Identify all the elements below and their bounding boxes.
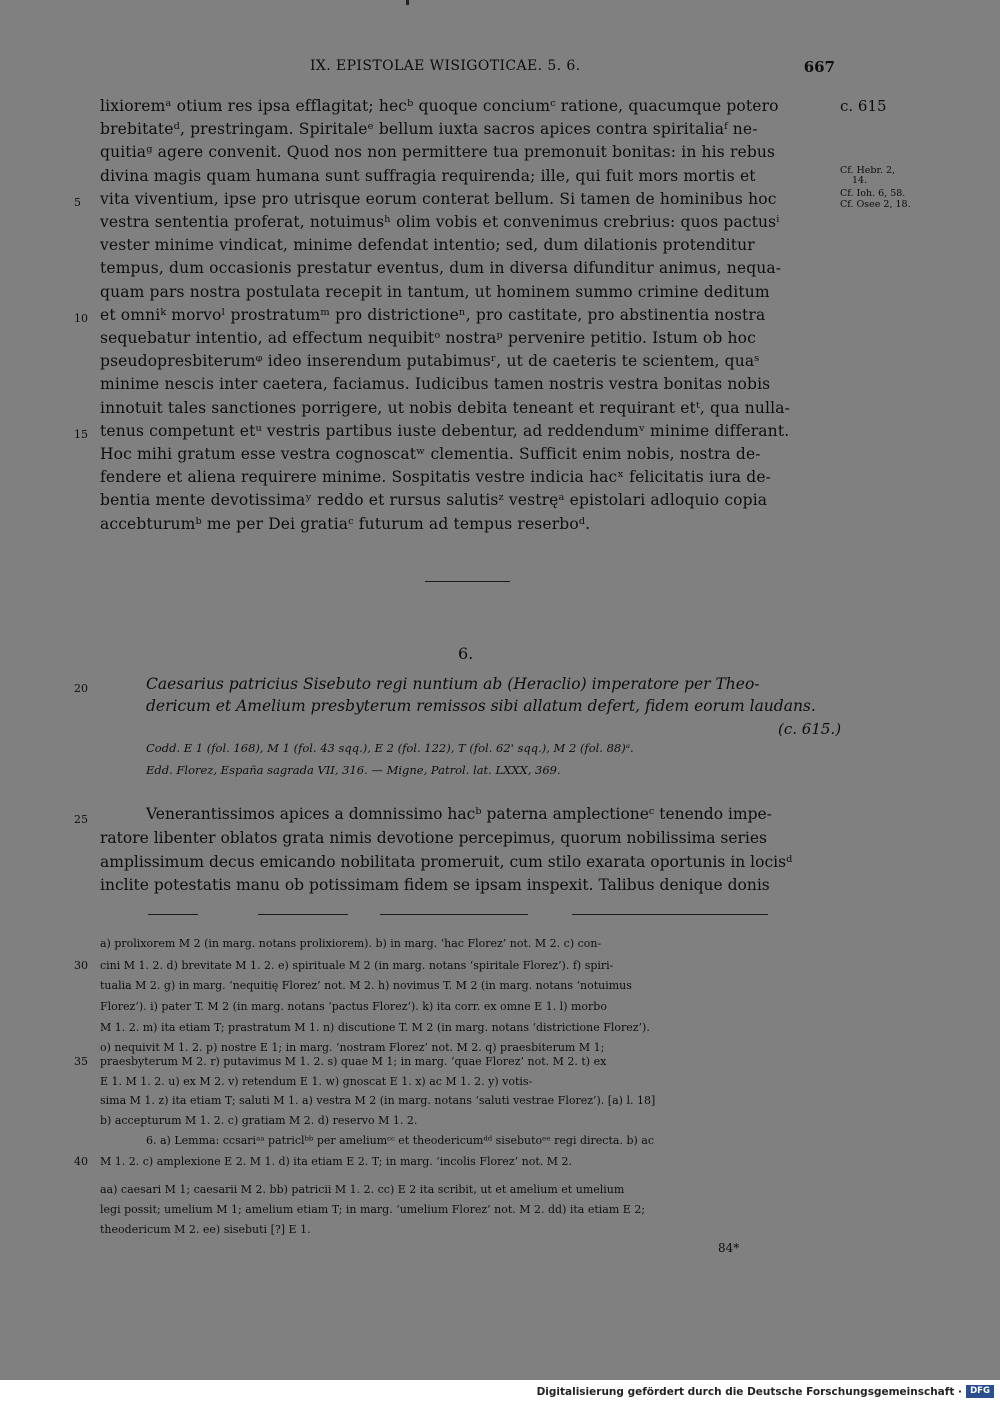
codices-line: Codd. E 1 (fol. 168), M 1 (fol. 43 sqq.), E 2 (fol. 122), T (fol. 62' sqq.), M 2 (fol. 88)ᵃ. xyxy=(146,741,634,755)
funding-note: Digitalisierung gefördert durch die Deutsche Forschungsgemeinschaft · xyxy=(536,1386,962,1398)
footnote-line: Florez’). i) pater T. M 2 (in marg. notans ‘pactus Florez’). k) ita corr. ex omne E 1. l) morbo xyxy=(100,1000,607,1013)
line-number: 10 xyxy=(74,311,88,325)
section-divider xyxy=(425,581,510,582)
document-date: (c. 615.) xyxy=(778,720,842,738)
text-line: tenus competunt etᵘ vestris partibus iuste debentur, ad reddendumᵛ minime differant. xyxy=(100,421,790,440)
letter-text-line: Venerantissimos apices a domnissimo hacᵇ paterna amplectioneᶜ tenendo impe- xyxy=(146,805,772,823)
text-line: vita viventium, ipse pro utrisque eorum conterat bellum. Si tamen de hominibus hoc xyxy=(100,189,777,208)
top-mark xyxy=(406,0,409,5)
footnote-separator xyxy=(380,914,528,915)
footnote-line: cini M 1. 2. d) brevitate M 1. 2. e) spirituale M 2 (in marg. notans ‘spiritale Florez’). f) spiri- xyxy=(100,959,614,972)
text-line: innotuit tales sanctiones porrigere, ut nobis debita teneant et requirant etᵗ, qua nulla- xyxy=(100,398,790,417)
footnote-line: sima M 1. z) ita etiam T; saluti M 1. a) vestra M 2 (in marg. notans ‘saluti vestrae Florez’). [a) l. 18] xyxy=(100,1094,656,1107)
text-line: minime nescis inter caetera, faciamus. Iudicibus tamen nostris vestra bonitas nobis xyxy=(100,375,771,394)
text-line: lixioremᵃ otium res ipsa efflagitat; hecᵇ quoque conciumᶜ ratione, quacumque potero xyxy=(100,97,779,115)
letter-text-line: ratore libenter oblatos grata nimis devotione percepimus, quorum nobilissima series xyxy=(100,829,768,847)
margin-note-osee: Cf. Osee 2, 18. xyxy=(840,199,911,210)
text-line: et omniᵏ morvoˡ prostratumᵐ pro districtioneⁿ, pro castitate, pro abstinentia nostra xyxy=(100,305,766,324)
footnote-line: 6. a) Lemma: ccsariᵃᵃ patriclᵇᵇ per ameliumᶜᶜ et theodericumᵈᵈ sisebutoᵉᵉ regi directa. b) ac xyxy=(146,1134,654,1147)
page-header xyxy=(100,58,835,82)
text-line: vestra sententia proferat, notuimusʰ olim vobis et convenimus crebrius: quos pactusⁱ xyxy=(100,213,780,231)
margin-note-date: c. 615 xyxy=(840,97,887,115)
footer-bar xyxy=(0,1380,1000,1404)
footnote-line: praesbyterum M 2. r) putavimus M 1. 2. s) quae M 1; in marg. ‘quae Florez’ not. M 2. t) ex xyxy=(100,1055,607,1068)
text-line: quam pars nostra postulata recepit in tantum, ut hominem summo crimine deditum xyxy=(100,282,770,301)
footnote-line: legi possit; umelium M 1; amelium etiam T; in marg. ‘umelium Florez’ not. M 2. dd) ita etiam E 2; xyxy=(100,1203,646,1216)
letter-text-line: inclite potestatis manu ob potissimam fidem se ipsam inspexit. Talibus denique donis xyxy=(100,876,770,894)
line-number: 30 xyxy=(74,959,88,972)
footnote-separator xyxy=(148,914,198,915)
line-number: 35 xyxy=(74,1055,88,1068)
dfg-logo: DFG xyxy=(966,1385,994,1398)
signature-mark: 84* xyxy=(718,1241,740,1255)
text-line: bentia mente devotissimaʸ reddo et rursus salutisᶻ vestręᵃ epistolari adloquio copia xyxy=(100,491,768,510)
line-number-20: 20 xyxy=(74,682,88,695)
footnote-line: M 1. 2. c) amplexione E 2. M 1. d) ita etiam E 2. T; in marg. ‘incolis Florez’ not. M 2. xyxy=(100,1155,573,1168)
text-line: vester minime vindicat, minime defendat intentio; sed, dum dilationis protenditur xyxy=(100,236,755,255)
running-title: IX. EPISTOLAE WISIGOTICAE. 5. 6. xyxy=(310,58,581,74)
margin-note-hebr: Cf. Hebr. 2, 14. xyxy=(840,165,896,186)
footnote-separator xyxy=(572,914,768,915)
summary-line-1: Caesarius patricius Sisebuto regi nuntium ab (Heraclio) imperatore per Theo- xyxy=(146,675,760,693)
page-number: 667 xyxy=(803,58,835,76)
editions-line: Edd. Florez, España sagrada VII, 316. — Migne, Patrol. lat. LXXX, 369. xyxy=(146,763,561,777)
text-line: sequebatur intentio, ad effectum nequibitᵒ nostraᵖ pervenire petitio. Istum ob hoc xyxy=(100,329,756,347)
footnote-line: tualia M 2. g) in marg. ‘nequitię Florez’ not. M 2. h) novimus T. M 2 (in marg. notans ‘notuimus xyxy=(100,979,632,992)
line-number: 40 xyxy=(74,1155,88,1168)
text-line: Hoc mihi gratum esse vestra cognoscatʷ clementia. Sufficit enim nobis, nostra de- xyxy=(100,445,761,463)
footnote-line: aa) caesari M 1; caesarii M 2. bb) patricii M 1. 2. cc) E 2 ita scribit, ut et amelium et umelium xyxy=(100,1183,625,1196)
line-number-25: 25 xyxy=(74,813,88,826)
summary-line-2: dericum et Amelium presbyterum remissos sibi allatum defert, fidem eorum laudans. xyxy=(146,697,816,715)
text-line: divina magis quam humana sunt suffragia requirenda; ille, qui fuit mors mortis et xyxy=(100,166,756,185)
text-line: quitiaᵍ agere convenit. Quod nos non permittere tua premonuit bonitas: in his rebus xyxy=(100,143,776,162)
line-number: 5 xyxy=(74,195,81,209)
footnote-line: a) prolixorem M 2 (in marg. notans prolixiorem). b) in marg. ‘hac Florez’ not. M 2. c) con- xyxy=(100,937,602,950)
text-line: accebturumᵇ me per Dei gratiaᶜ futurum ad tempus reserboᵈ. xyxy=(100,514,591,533)
document-number: 6. xyxy=(458,644,474,663)
text-line: pseudopresbiterumᵠ ideo inserendum putabimusʳ, ut de caeteris te scientem, quaˢ xyxy=(100,352,760,371)
letter-text-line: amplissimum decus emicando nobilitata promeruit, cum stilo exarata oportunis in locisᵈ xyxy=(100,853,793,871)
footnote-separator xyxy=(258,914,348,915)
footnote-line: theodericum M 2. ee) sisebuti [?] E 1. xyxy=(100,1223,311,1236)
margin-note-ioh: Cf. Ioh. 6, 58. xyxy=(840,188,906,199)
footnote-line: E 1. M 1. 2. u) ex M 2. v) retendum E 1. w) gnoscat E 1. x) ac M 1. 2. y) votis- xyxy=(100,1075,533,1088)
line-number: 15 xyxy=(74,427,88,441)
footnote-line: M 1. 2. m) ita etiam T; prastratum M 1. n) discutione T. M 2 (in marg. notans ‘districtione Florez’). xyxy=(100,1021,650,1034)
text-line: tempus, dum occasionis prestatur eventus, dum in diversa difunditur animus, nequa- xyxy=(100,259,782,278)
footnote-line: o) nequivit M 1. 2. p) nostre E 1; in marg. ‘nostram Florez’ not. M 2. q) praesbiterum M 1; xyxy=(100,1041,605,1054)
footnote-line: b) accepturum M 1. 2. c) gratiam M 2. d) reservo M 1. 2. xyxy=(100,1114,418,1127)
text-line: fendere et aliena requirere minime. Sospitatis vestre indicia hacˣ felicitatis iura de- xyxy=(100,468,772,487)
text-line: brebitateᵈ, prestringam. Spiritaleᵉ bellum iuxta sacros apices contra spiritaliaᶠ ne- xyxy=(100,120,758,139)
